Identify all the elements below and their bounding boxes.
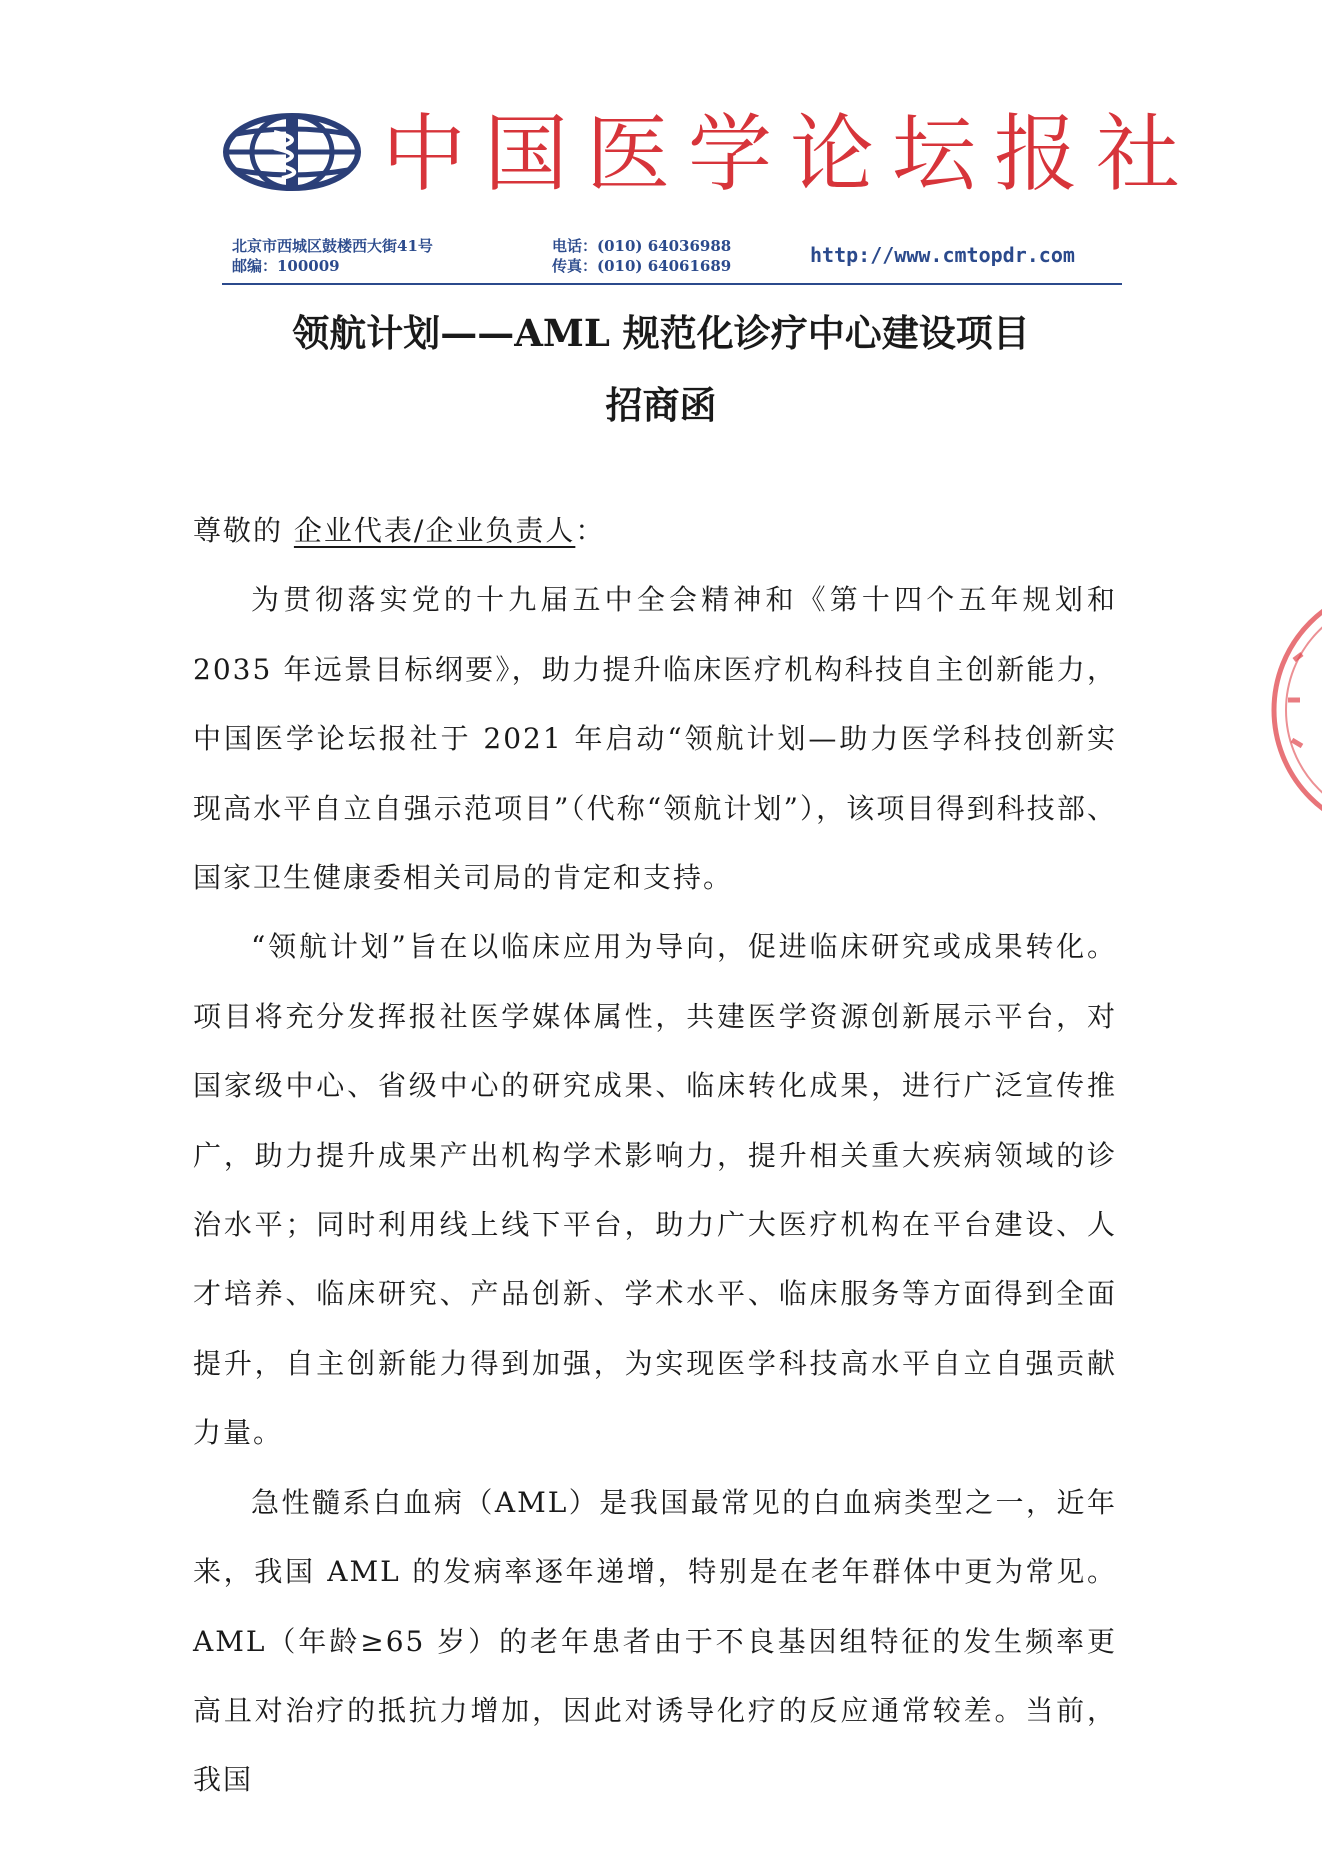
salutation	[193, 496, 1117, 565]
salutation-suffix: ：	[575, 514, 606, 547]
document-subtitle: 招商函	[605, 383, 717, 427]
website-link[interactable]: http://www.cmtopdr.com	[810, 243, 1075, 267]
seal-icon	[1248, 580, 1322, 840]
paragraph-2: “领航计划”旨在以临床应用为导向，促进临床研究或成果转化。项目将充分发挥报社医学媒体属性，共建医学资源创新展示平台，对国家级中心、省级中心的研究成果、临床转化成果，进行广泛宣传推广，助力提升成果产出机构学术影响力，提升相关重大疾病领域的诊治水平；同时利用线上线下平台，助力广大医疗机构在平台建设、人才培养、临床研究、产品创新、学术水平、临床服务等方面得到全面提升，自主创新能力得到加强，为实现医学科技高水平自立自强贡献力量。	[193, 930, 1117, 1450]
organization-name: 中国医学论坛报社	[382, 105, 1199, 203]
address-text: 北京市西城区鼓楼西大街41号	[232, 237, 433, 255]
fax-text: 传真：(010) 64061689	[552, 257, 732, 275]
phone-text: 电话：(010) 64036988	[552, 237, 732, 255]
letterhead-divider	[222, 283, 1122, 285]
salutation-addressee: 企业代表/企业负责人	[293, 514, 576, 547]
globe-emblem-icon	[222, 112, 362, 192]
salutation-prefix: 尊敬的	[193, 514, 294, 547]
postcode-text: 邮编：100009	[232, 257, 340, 275]
contact-phone-block	[552, 236, 731, 276]
letter-body	[193, 496, 1117, 1815]
paragraph-1: 为贯彻落实党的十九届五中全会精神和《第十四个五年规划和2035 年远景目标纲要》，助力提升临床医疗机构科技自主创新能力，中国医学论坛报社于 2021 年启动“领航计划—助力医学科技创新实现高水平自立自强示范项目”（代称“领航计划”），该项目得到科技部、国家卫生健康委相关司局的肯定和支持。	[193, 583, 1117, 895]
document-title: 领航计划——AML 规范化诊疗中心建设项目	[292, 311, 1030, 355]
contact-address-block	[232, 236, 433, 276]
paragraph-3: 急性髓系白血病（AML）是我国最常见的白血病类型之一，近年来，我国 AML 的发病率逐年递增，特别是在老年群体中更为常见。AML（年龄≥65 岁）的老年患者由于不良基因组特征的发生频率更高且对治疗的抵抗力增加，因此对诱导化疗的反应通常较差。当前，我国	[193, 1485, 1117, 1797]
